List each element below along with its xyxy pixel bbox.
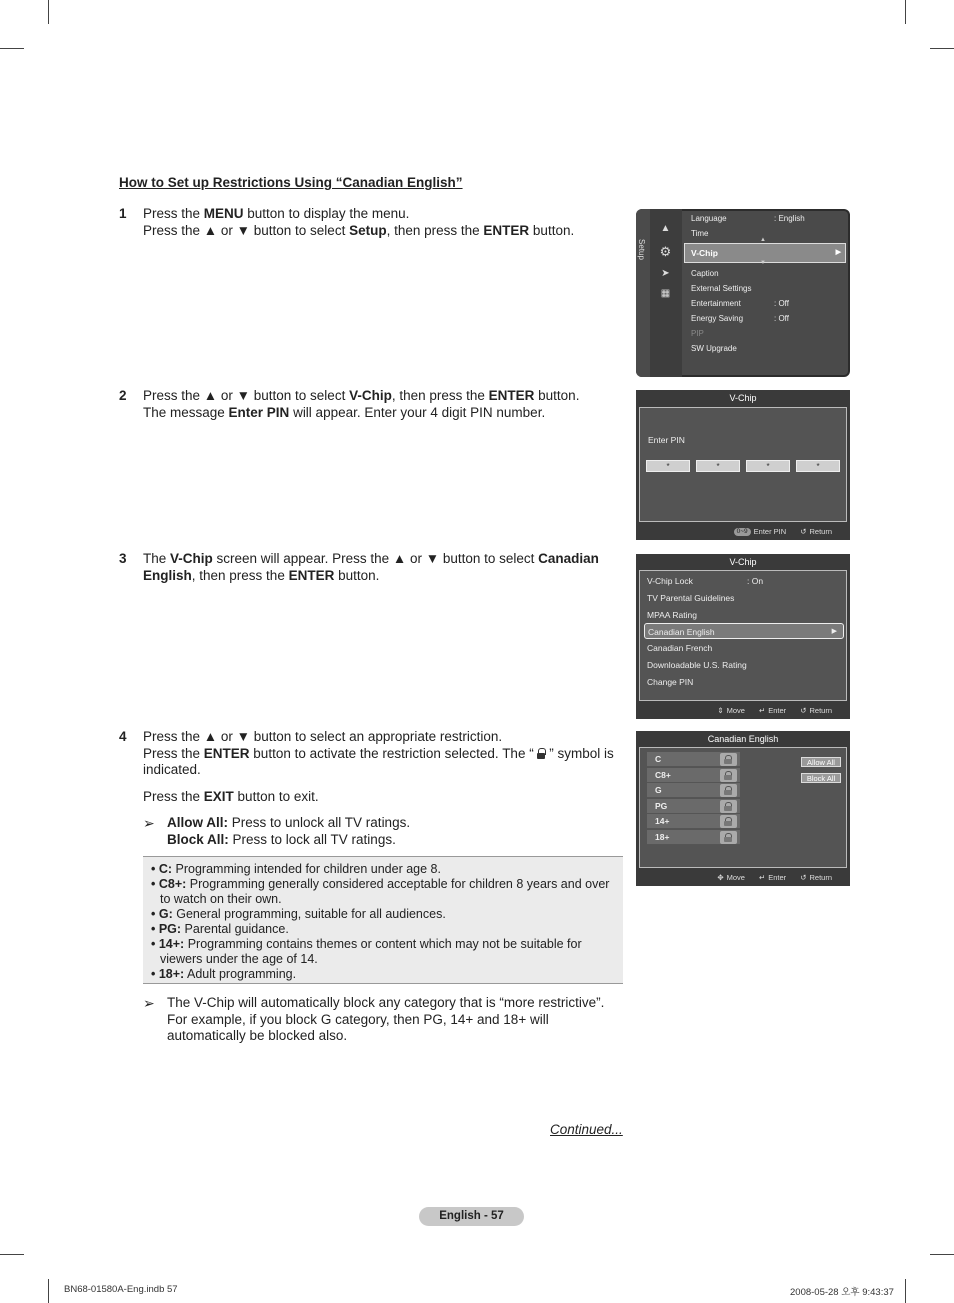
vchip-item-canadian-english[interactable] (644, 623, 844, 639)
step-line (143, 405, 624, 422)
vchip-item-label: TV Parental Guidelines (647, 592, 735, 603)
step-3 (119, 551, 624, 584)
footer-enter-pin: 0~9 Enter PIN (734, 527, 787, 536)
menu-item-entertainment[interactable] (691, 297, 841, 311)
rating-label: 14+ (655, 816, 670, 826)
vchip-item-label: Canadian English (648, 627, 715, 638)
menu-item-caption[interactable] (691, 267, 841, 281)
screen-footer (636, 523, 850, 540)
rating-description: Programming generally considered acceptable for children 8 years and over to watch on their own. (160, 877, 610, 906)
input-icon[interactable]: ➤ (661, 268, 670, 279)
rating-description: Programming intended for children under age 8. (172, 862, 441, 876)
menu-item-label: PIP (691, 329, 704, 338)
menu-item-label: Energy Saving (691, 314, 744, 323)
lock-icon[interactable] (720, 815, 737, 828)
step-text: button to display the menu. (243, 206, 410, 221)
arrow-right-icon: ▶ (831, 628, 837, 636)
step-4 (119, 729, 624, 848)
footer-return[interactable]: ↺ Return (800, 706, 832, 715)
step-text: Press the ▲ or ▼ button to select (143, 222, 350, 238)
menu-item-language[interactable] (691, 212, 841, 226)
screen-title: V-Chip (729, 557, 757, 567)
menu-item-label: Language (691, 214, 727, 223)
vchip-item-value: : On (747, 576, 764, 586)
step-line (167, 815, 624, 832)
app-icon[interactable]: ▦ (660, 288, 671, 299)
lock-icon[interactable] (720, 800, 737, 813)
step-number: 2 (119, 388, 127, 403)
antenna-icon[interactable]: ▲ (660, 223, 671, 234)
vchip-menu-list (639, 570, 847, 701)
crop-mark (905, 1279, 906, 1303)
menu-item-value: : English (774, 214, 805, 223)
rating-row-14[interactable] (647, 814, 740, 829)
menu-tab-column (636, 209, 650, 377)
pin-panel (639, 407, 847, 522)
step-text: button. (534, 388, 580, 403)
step-text: screen will appear. Press the ▲ or ▼ button to select (212, 551, 539, 566)
step-text: , then press the (391, 388, 489, 403)
vchip-item-mpaa-rating[interactable] (647, 607, 842, 623)
rating-definition (151, 967, 615, 982)
step-number: 1 (119, 206, 127, 221)
step-keyword: Enter PIN (228, 404, 290, 420)
rating-row-g[interactable] (647, 783, 740, 798)
menu-icon-column (650, 209, 682, 377)
step-keyword: ENTER (288, 567, 335, 583)
step-keyword: ENTER (203, 745, 250, 761)
menu-item-label: SW Upgrade (691, 344, 737, 353)
vchip-item-change-pin[interactable] (647, 674, 842, 690)
menu-item-label: External Settings (691, 284, 752, 293)
step-text: button to activate the restriction selected. The “ (249, 745, 538, 761)
menu-item-value: : Off (774, 314, 789, 323)
footer-move: ⇕ Move (717, 706, 745, 715)
vchip-item-v-chip-lock[interactable] (647, 573, 842, 589)
rating-definition (151, 937, 615, 967)
auto-block-note (143, 995, 623, 1045)
rating-label: PG (655, 800, 668, 811)
rating-row-pg[interactable] (647, 799, 740, 814)
crop-mark (0, 1254, 24, 1255)
allow-all-button[interactable]: Allow All (801, 757, 841, 767)
rating-row-18[interactable] (647, 830, 740, 845)
menu-tab-label: Setup (637, 239, 646, 260)
step-text: The message (143, 404, 229, 420)
vchip-item-canadian-french[interactable] (647, 640, 842, 656)
step-keyword: V-Chip (170, 551, 213, 566)
rating-definition (151, 877, 615, 907)
step-text: , then press the (191, 567, 289, 583)
rating-description: Programming contains themes or content which may not be suitable for viewers under the age of 14. (160, 937, 582, 966)
footer-enter: ↵ Enter (758, 706, 787, 715)
step-keyword: EXIT (203, 788, 234, 804)
continued-label: Continued... (550, 1122, 623, 1137)
rating-description: General programming, suitable for all audiences. (172, 907, 446, 921)
lock-icon[interactable] (720, 769, 737, 782)
menu-item-label: Entertainment (691, 299, 741, 308)
enter-icon: ↵ (758, 873, 766, 882)
pin-digit-1[interactable]: * (646, 460, 690, 472)
note-arrow-icon: ➢ (143, 815, 155, 831)
step-text: Press the ▲ or ▼ button to select (143, 388, 350, 403)
rating-code: • C8+: (151, 877, 187, 891)
step-text: will appear. Enter your 4 digit PIN number. (289, 404, 546, 420)
rating-label: G (655, 785, 662, 795)
step-text: Press the (143, 206, 204, 221)
step-text: Press the (143, 745, 204, 761)
vchip-item-label: V-Chip Lock (647, 576, 693, 586)
screen-title: Canadian English (707, 734, 779, 744)
canadian-english-screen (636, 731, 850, 886)
vchip-item-label: MPAA Rating (647, 609, 697, 620)
step-keyword: Allow All: (167, 815, 228, 830)
pin-digit-3[interactable]: * (746, 460, 790, 472)
step-line (143, 789, 624, 806)
vchip-item-downloadable-u-s-rating[interactable] (647, 657, 842, 673)
crop-mark (905, 0, 906, 24)
step-line (143, 779, 624, 789)
lock-icon (537, 748, 545, 759)
menu-item-label: Time (691, 229, 709, 238)
step-line (143, 551, 624, 584)
step-text: The (143, 551, 171, 566)
rating-row-c[interactable] (647, 752, 740, 767)
menu-item-label: V-Chip (691, 248, 718, 258)
step-text: button. (334, 567, 380, 583)
enter-pin-screen (636, 390, 850, 540)
step-line (143, 388, 624, 405)
rating-code: • PG: (151, 922, 182, 936)
step-text: button to exit. (233, 788, 319, 804)
footer-return[interactable]: ↺ Return (800, 873, 832, 882)
step-keyword: V-Chip (349, 388, 392, 403)
rating-definition (151, 922, 615, 937)
step-text: Press the (143, 788, 204, 804)
crop-mark (930, 48, 954, 49)
setup-menu-screen (636, 209, 850, 377)
rating-label: 18+ (655, 831, 670, 842)
rating-definition (151, 862, 615, 877)
print-file-info: BN68-01580A-Eng.indb 57 (64, 1284, 178, 1295)
menu-item-value: : Off (774, 299, 789, 308)
rating-code: • 14+: (151, 937, 185, 951)
scroll-down-icon: ▼ (760, 260, 766, 266)
step-note (143, 815, 624, 848)
return-icon: ↺ (800, 527, 807, 536)
print-date-info: 2008-05-28 오후 9:43:37 (790, 1287, 894, 1298)
vchip-menu-screen (636, 554, 850, 719)
crop-mark (0, 48, 24, 49)
rating-row-c8[interactable] (647, 768, 740, 783)
vchip-item-label: Downloadable U.S. Rating (647, 660, 747, 670)
step-line (143, 729, 624, 746)
auto-block-note-text: The V-Chip will automatically block any category that is “more restrictive”. For example, if you block G category, then PG, 14+ and 18+ will automatically be blocked also. (167, 995, 605, 1043)
rating-description: Adult programming. (184, 967, 297, 981)
step-body (143, 729, 624, 848)
spacer (143, 805, 624, 815)
enter-pin-label: Enter PIN (648, 435, 685, 445)
crop-mark (48, 0, 49, 24)
section-heading: How to Set up Restrictions Using “Canadian English” (119, 175, 463, 190)
step-keyword: MENU (203, 206, 244, 221)
step-keyword: ENTER (488, 388, 535, 403)
step-line (167, 832, 624, 849)
gear-icon[interactable]: ⚙ (659, 244, 672, 259)
step-text: Press to lock all TV ratings. (228, 831, 396, 847)
step-keyword: Canadian English (143, 551, 599, 583)
rating-code: • C: (151, 862, 173, 876)
return-icon: ↺ (800, 706, 807, 715)
scroll-up-icon: ▲ (760, 237, 766, 243)
rating-label: C8+ (655, 769, 671, 780)
enter-icon: ↵ (758, 706, 766, 715)
menu-item-label: Caption (691, 269, 719, 278)
menu-item-pip[interactable] (691, 327, 841, 341)
crop-mark (930, 1254, 954, 1255)
step-line (143, 206, 624, 223)
step-body (143, 206, 624, 239)
return-icon: ↺ (800, 873, 807, 882)
step-1 (119, 206, 624, 239)
pin-digit-2[interactable]: * (696, 460, 740, 472)
lock-icon[interactable] (720, 753, 737, 766)
crop-mark (48, 1279, 49, 1303)
rating-definition (151, 907, 615, 922)
screen-footer (636, 702, 850, 719)
step-2 (119, 388, 624, 421)
rating-code: • 18+: (151, 967, 185, 981)
step-text: button. (529, 222, 575, 238)
canadian-english-panel (639, 747, 847, 868)
step-text: Press the ▲ or ▼ button to select an appropriate restriction. (143, 729, 503, 744)
move-icon: ⇕ (717, 706, 724, 715)
menu-item-time[interactable] (691, 227, 841, 241)
screen-footer (636, 869, 850, 886)
note-arrow-icon: ➢ (143, 995, 155, 1011)
vchip-item-tv-parental-guidelines[interactable] (647, 590, 842, 606)
step-line (143, 223, 624, 240)
step-text: ” symbol is indicated. (143, 745, 614, 777)
lock-icon[interactable] (720, 784, 737, 797)
setup-menu-list (682, 211, 848, 375)
menu-item-sw-upgrade[interactable] (691, 342, 841, 356)
pin-digit-4[interactable]: * (796, 460, 840, 472)
step-number: 4 (119, 729, 127, 744)
screen-title: V-Chip (729, 393, 757, 403)
step-keyword: Block All: (167, 831, 229, 847)
menu-item-energy-saving[interactable] (691, 312, 841, 326)
rating-description: Parental guidance. (181, 922, 289, 936)
footer-move: ✥ Move (717, 873, 745, 882)
step-line (143, 746, 624, 779)
rating-definitions-box (143, 856, 623, 984)
footer-return[interactable]: ↺ Return (800, 527, 832, 536)
vchip-item-label: Canadian French (647, 643, 713, 654)
step-body (143, 388, 624, 421)
rating-code: • G: (151, 907, 173, 921)
vchip-item-label: Change PIN (647, 676, 694, 687)
step-text: , then press the (386, 222, 484, 238)
step-text: Press to unlock all TV ratings. (228, 815, 411, 830)
arrow-right-icon: ▶ (835, 249, 841, 256)
step-number: 3 (119, 551, 127, 566)
block-all-button[interactable]: Block All (801, 773, 841, 783)
lock-icon[interactable] (720, 831, 737, 844)
number-key-icon: 0~9 (734, 528, 751, 536)
move-icon: ✥ (717, 873, 724, 882)
footer-enter: ↵ Enter (758, 873, 787, 882)
step-body (143, 551, 624, 584)
menu-item-external-settings[interactable] (691, 282, 841, 296)
rating-label: C (655, 754, 662, 764)
step-keyword: ENTER (483, 222, 530, 238)
step-keyword: Setup (349, 222, 387, 238)
page-number-badge: English - 57 (419, 1207, 524, 1226)
